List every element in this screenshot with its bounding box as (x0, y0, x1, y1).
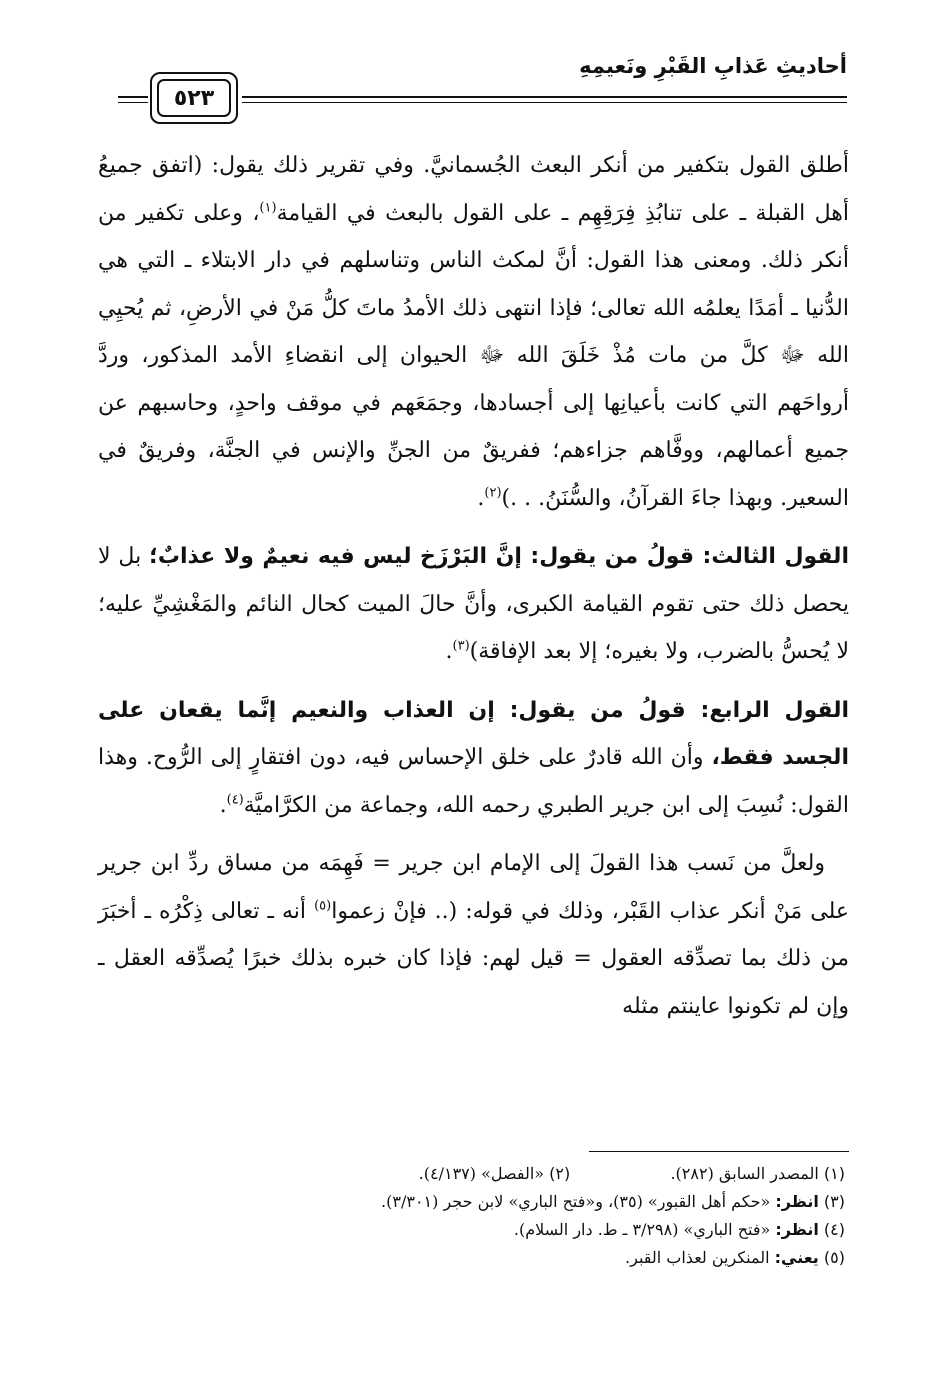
paragraph-lead: القول الرابع: قولُ من يقول: إن العذاب والنعيم إنَّما يقعان على الجسد فقط، (98, 697, 849, 770)
footnote-row (98, 1188, 845, 1216)
running-title: أحاديثِ عَذابِ القَبْرِ ونَعيمِهِ (579, 54, 847, 78)
header-rule (118, 102, 148, 103)
paragraph-lead: القول الثالث: قولُ من يقول: إنَّ البَرْزَخ ليس فيه نعيمٌ ولا عذابٌ؛ (149, 544, 849, 569)
paragraph: أطلق القول بتكفير من أنكر البعث الجُسمانيَّ. وفي تقرير ذلك يقول: (اتفق جميعُ أهل القبلة ـ على تنابُذِ فِرَقِهِم ـ على القول بالبعث في القيامة$^{(١)}$، وعلى تكفير من أنكر ذلك. ومعنى هذا القول: أنَّ لمكث الناس وتناسلهم في دار الابتلاء ـ التي هي الدُّنيا ـ أمَدًا يعلمُه الله تعالى؛ فإذا انتهى ذلك الأمدُ ماتَ كلُّ مَنْ في الأرضِ، ثم يُحيِي الله ﷻ كلَّ من مات مُذْ خَلَقَ الله ﷻ الحيوان إلى انقضاءِ الأمد المذكور، وردَّ أرواحَهم التي كانت بأعيانِها إلى أجسادها، وجمَعَهم في موقف واحدٍ، وحاسبهم عن جميع أعمالهم، ووفَّاهم جزاءهم؛ ففريقٌ من الجنِّ والإنس في الجنَّة، وفريقٌ في السعير. وبهذا جاءَ القرآنُ، والسُّنَنُ. . .)$^{(٢)}$. (98, 153, 849, 511)
paragraph-text: أنه ـ تعالى ذِكْرُه ـ أخبَرَ من ذلك بما تصدِّقه العقول = قيل لهم: فإذا كان خبره بذلك خبرًا يُصدِّقه العقل ـ وإن لم تكونوا عاينتم مثله (98, 898, 849, 1019)
header-rule (242, 102, 847, 103)
paragraph-text: وأن الله قادرٌ على خلق الإحساس فيه، دون افتقارٍ إلى الرُّوح. وهذا القول: نُسِبَ إلى ابن جرير الطبري رحمه الله، وجماعة من الكرَّاميَّة (98, 745, 849, 818)
footnote-ref[interactable]: (٤) (226, 792, 244, 808)
footnote-number: (٢) (549, 1164, 571, 1183)
header-rule (118, 96, 148, 98)
paragraph (98, 840, 849, 1030)
paragraph-text: ، وعلى تكفير من أنكر ذلك. ومعنى هذا القول: أنَّ لمكث الناس وتناسلهم في دار الابتلاء ـ التي هي الدُّنيا ـ أمَدًا يعلمُه الله تعالى؛ فإذا انتهى ذلك الأمدُ ماتَ كلُّ مَنْ في الأرضِ، ثم يُحيِي الله ﷻ كلَّ من مات مُذْ خَلَقَ الله ﷻ الحيوان إلى انقضاءِ الأمد المذكور، وردَّ أرواحَهم التي كانت بأعيانِها إلى أجسادها، وجمَعَهم في موقف واحدٍ، وحاسبهم عن جميع أعمالهم، ووفَّاهم جزاءهم؛ ففريقٌ من الجنِّ والإنس في الجنَّة، وفريقٌ في السعير. وبهذا جاءَ القرآنُ، والسُّنَنُ. . .) (98, 200, 849, 511)
footnote-row (98, 1160, 845, 1188)
footnote-text: «فتح الباري» (٣/٢٩٨ ـ ط. دار السلام). (513, 1220, 776, 1239)
paragraph: القول الرابع: قولُ من يقول: إن العذاب والنعيم إنَّما يقعان على الجسد فقط، وأن الله قادرٌ على خلق الإحساس فيه، دون افتقارٍ إلى الرُّوح. وهذا القول: نُسِبَ إلى ابن جرير الطبري رحمه الله، وجماعة من الكرَّاميَّة$^{(٤)}$. (98, 697, 849, 818)
page-number: ٥٢٣ (157, 79, 231, 117)
footnote-rule (589, 1151, 849, 1152)
body-text (98, 142, 849, 1030)
footnote-ref[interactable]: (١) (259, 200, 277, 216)
footnote-keyword: انظر: (775, 1220, 819, 1239)
footnote-text: «الفصل» (٤/١٣٧). (418, 1164, 545, 1183)
paragraph-text: أطلق القول بتكفير من أنكر البعث الجُسمانيَّ. وفي تقرير ذلك يقول: (اتفق جميعُ أهل القبلة ـ على تنابُذِ فِرَقِهِم ـ على القول بالبعث في القيامة (98, 153, 849, 226)
footnote-ref[interactable]: (٢) (484, 485, 502, 501)
footnote-row (98, 1244, 845, 1272)
footnote-ref[interactable]: (٥) (314, 898, 332, 914)
footnote-row (98, 1216, 845, 1244)
page-number-frame (150, 72, 238, 124)
footnote-number: (٥) (823, 1248, 845, 1267)
footnotes (98, 1160, 845, 1272)
footnote-number: (٣) (823, 1192, 845, 1211)
footnote-keyword: يعني: (774, 1248, 819, 1267)
paragraph-text: ولعلَّ من نَسب هذا القولَ إلى الإمام ابن جرير = فَهِمَه من مساق ردِّ ابن جرير على مَنْ أنكر عذاب القَبْر، وذلك في قوله: (.. فإنْ زعموا (98, 851, 849, 924)
footnote-number: (١) (823, 1164, 845, 1183)
footnote-keyword: انظر: (775, 1192, 819, 1211)
footnote-number: (٤) (823, 1220, 845, 1239)
footnote-text: «حكم أهل القبور» (٣٥)، و«فتح الباري» لابن حجر (٣/٣٠١). (381, 1192, 776, 1211)
footnote-text: المصدر السابق (٢٨٢). (670, 1164, 819, 1183)
paragraph: القول الثالث: قولُ من يقول: إنَّ البَرْزَخ ليس فيه نعيمٌ ولا عذابٌ؛ بل لا يحصل ذلك حتى تقوم القيامة الكبرى، وأنَّ حالَ الميت كحال النائم والمَغْشِيِّ عليه؛ لا يُحسُّ بالضرب، ولا بغيره؛ إلا بعد الإفاقة)$^{(٣)}$. (98, 544, 849, 664)
footnote-ref[interactable]: (٣) (452, 638, 470, 654)
footnote-text: المنكرين لعذاب القبر. (625, 1248, 775, 1267)
paragraph-text: بل لا يحصل ذلك حتى تقوم القيامة الكبرى، وأنَّ حالَ الميت كحال النائم والمَغْشِيِّ عليه؛ لا يُحسُّ بالضرب، ولا بغيره؛ إلا بعد الإفاقة) (98, 544, 849, 664)
header-rule (242, 96, 847, 98)
